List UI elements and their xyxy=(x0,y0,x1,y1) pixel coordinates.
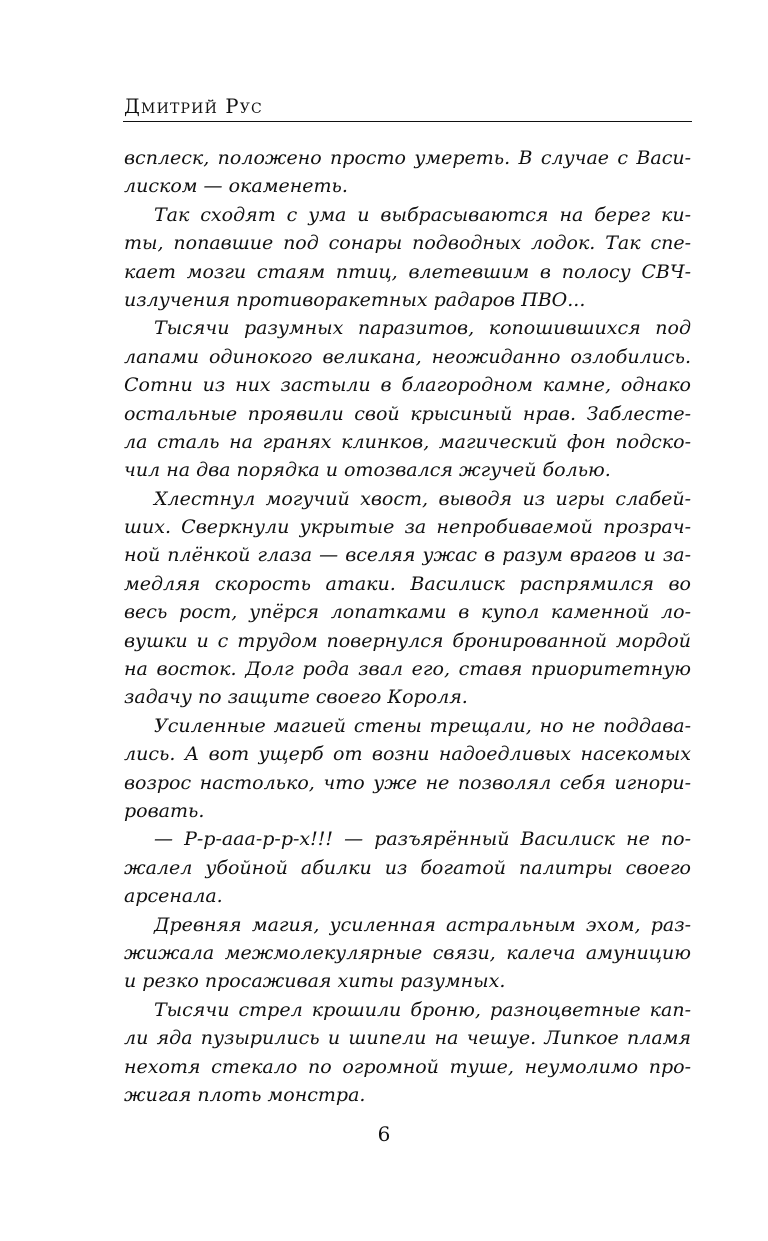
text-line: лиском — окаменеть. xyxy=(124,175,348,198)
text-line: кает мозги стаям птиц, влетевшим в полосу СВЧ- xyxy=(124,260,691,283)
text-line: Тысячи стрел крошили броню, разноцветные кап- xyxy=(154,998,691,1021)
text-line: жижала межмолекулярные связи, калеча амуницию xyxy=(124,941,691,964)
body-text xyxy=(124,144,691,1109)
text-line: и резко просаживая хиты разумных. xyxy=(124,970,506,993)
text-line: на восток. Долг рода звал его, ставя приоритетную xyxy=(124,658,691,681)
text-line: нехотя стекало по огромной туше, неумолимо про- xyxy=(124,1055,691,1078)
text-line: чил на два порядка и отозвался жгучей болью. xyxy=(124,459,611,482)
text-line: ла сталь на гранях клинков, магический фон подско- xyxy=(124,430,691,453)
text-line: всплеск, положено просто умереть. В случае с Васи- xyxy=(124,147,691,169)
text-line: вушки и с трудом повернулся бронированной мордой xyxy=(124,629,691,652)
running-head-author: Дмитрий Рус xyxy=(124,95,263,118)
text-line: Хлестнул могучий хвост, выводя из игры слабей- xyxy=(154,487,691,510)
text-line: — Р-р-ааа-р-р-х!!! — разъярённый Василиск не по- xyxy=(154,828,691,851)
text-line: медляя скорость атаки. Василиск распрямился во xyxy=(124,572,691,595)
text-line: жалел убойной абилки из богатой палитры своего xyxy=(124,856,691,879)
text-line: весь рост, упёрся лопатками в купол каменной ло- xyxy=(124,601,691,624)
text-line: ты, попавшие под сонары подводных лодок. Так спе- xyxy=(124,232,691,255)
text-line: Тысячи разумных паразитов, копошившихся под xyxy=(154,317,691,340)
text-line: Усиленные магией стены трещали, но не поддава- xyxy=(154,714,691,737)
text-line: лапами одинокого великана, неожиданно озлобились. xyxy=(124,345,691,368)
text-line: ровать. xyxy=(124,799,205,822)
text-line: возрос настолько, что уже не позволял себя игнори- xyxy=(124,771,691,794)
text-line: жигая плоть монстра. xyxy=(124,1083,366,1106)
text-line: лись. А вот ущерб от возни надоедливых насекомых xyxy=(124,743,691,766)
text-line: излучения противоракетных радаров ПВО... xyxy=(124,288,586,311)
header-rule xyxy=(123,121,692,122)
text-line: ли яда пузырились и шипели на чешуе. Липкое пламя xyxy=(124,1027,691,1050)
text-line: арсенала. xyxy=(124,885,223,908)
text-line: ших. Сверкнули укрытые за непробиваемой прозрач- xyxy=(124,516,691,539)
text-line: Так сходят с ума и выбрасываются на берег ки- xyxy=(154,203,691,226)
text-line: ной плёнкой глаза — вселяя ужас в разум врагов и за- xyxy=(124,544,691,567)
text-line: Древняя магия, усиленная астральным эхом, раз- xyxy=(154,913,691,936)
page-number: 6 xyxy=(377,1122,391,1146)
text-line: Сотни из них застыли в благородном камне, однако xyxy=(124,374,691,397)
text-line: остальные проявили свой крысиный нрав. Заблесте- xyxy=(124,402,691,425)
text-line: задачу по защите своего Короля. xyxy=(124,686,468,709)
